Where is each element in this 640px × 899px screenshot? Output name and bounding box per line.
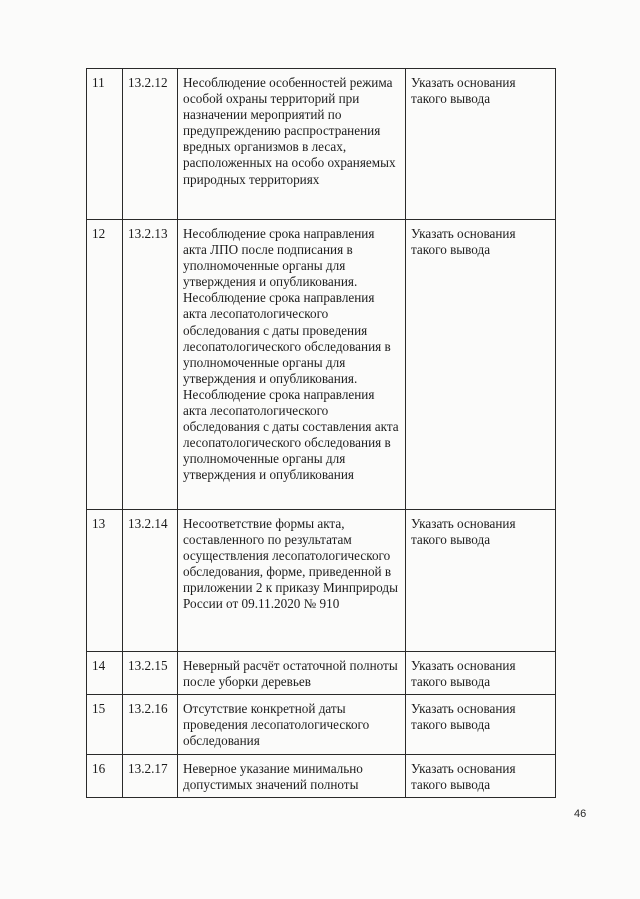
row-action: Указать основания такого вывода bbox=[406, 69, 556, 220]
table-row bbox=[87, 510, 556, 652]
row-description bbox=[178, 755, 406, 798]
row-number: 11 bbox=[87, 69, 123, 220]
description-paragraph: Несоблюдение особенностей режима особой охраны территорий при назначении мероприятий по предупреждению распространения вредных организмов в лесах, расположенных на особо охраняемых природных территориях bbox=[183, 75, 396, 187]
table-row bbox=[87, 695, 556, 755]
row-number: 13 bbox=[87, 510, 123, 652]
row-description bbox=[178, 652, 406, 695]
row-action: Указать основания такого вывода bbox=[406, 695, 556, 755]
row-description bbox=[178, 695, 406, 755]
row-description bbox=[178, 510, 406, 652]
description-paragraph: Несоблюдение срока направления акта лесопатологического обследования с даты составления акта лесопатологического обследования в уполномоченные органы для утверждения и опубликования bbox=[183, 386, 399, 483]
row-code: 13.2.14 bbox=[123, 510, 178, 652]
violations-table bbox=[86, 68, 556, 798]
table-row bbox=[87, 69, 556, 220]
row-action: Указать основания такого вывода bbox=[406, 220, 556, 510]
row-code: 13.2.13 bbox=[123, 220, 178, 510]
description-paragraph: Несоблюдение срока направления акта лесопатологического обследования с даты проведения лесопатологического обследования в уполномоченные органы для утверждения и опубликования. bbox=[183, 290, 391, 386]
row-action: Указать основания такого вывода bbox=[406, 510, 556, 652]
page-number: 46 bbox=[574, 808, 587, 820]
row-number: 16 bbox=[87, 755, 123, 798]
row-code: 13.2.16 bbox=[123, 695, 178, 755]
description-paragraph: Несоблюдение срока направления акта ЛПО после подписания в уполномоченные органы для утверждения и опубликования. bbox=[183, 226, 375, 290]
row-code: 13.2.15 bbox=[123, 652, 178, 695]
table-row bbox=[87, 220, 556, 510]
table-row bbox=[87, 652, 556, 695]
row-action: Указать основания такого вывода bbox=[406, 755, 556, 798]
row-action: Указать основания такого вывода bbox=[406, 652, 556, 695]
table-row bbox=[87, 755, 556, 798]
row-number: 15 bbox=[87, 695, 123, 755]
row-code: 13.2.17 bbox=[123, 755, 178, 798]
description-paragraph: Отсутствие конкретной даты проведения лесопатологического обследования bbox=[183, 701, 370, 749]
row-number: 14 bbox=[87, 652, 123, 695]
row-description bbox=[178, 69, 406, 220]
row-description bbox=[178, 220, 406, 510]
description-paragraph: Несоответствие формы акта, составленного по результатам осуществления лесопатологического обследования, форме, приведенной в приложении 2 к приказу Минприроды России от 09.11.2020 № 910 bbox=[183, 516, 398, 612]
row-number: 12 bbox=[87, 220, 123, 510]
description-paragraph: Неверное указание минимально допустимых значений полноты bbox=[183, 761, 363, 793]
row-code: 13.2.12 bbox=[123, 69, 178, 220]
description-paragraph: Неверный расчёт остаточной полноты после уборки деревьев bbox=[183, 658, 398, 690]
